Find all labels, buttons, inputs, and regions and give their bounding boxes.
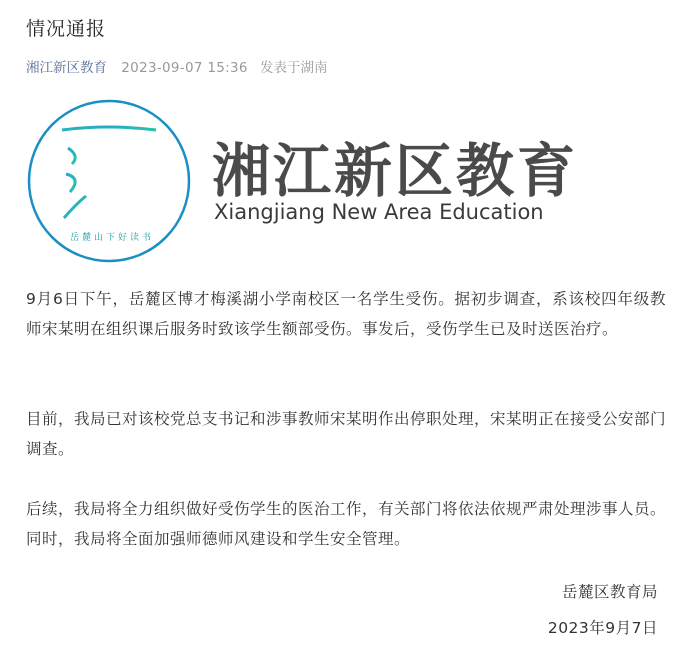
brand-banner-image	[24, 96, 664, 266]
brand-name-en: Xiangjiang New Area Education	[214, 200, 544, 224]
signature-organization: 岳麓区教育局	[561, 583, 658, 601]
brand-name-cn: 湘江新区教育	[212, 137, 579, 205]
signature-date: 2023年9月7日	[547, 619, 658, 637]
publish-location: 发表于湖南	[260, 60, 328, 76]
logo-slogan: 岳麓山下好读书	[70, 233, 155, 243]
account-name-link[interactable]: 湘江新区教育	[26, 60, 107, 76]
body-paragraph: 9月6日下午，岳麓区博才梅溪湖小学南校区一名学生受伤。据初步调查，系该校四年级教师宋某明在组织课后服务时致该学生额部受伤。事发后，受伤学生已及时送医治疗。	[26, 290, 666, 338]
article-title: 情况通报	[26, 18, 107, 40]
body-paragraph: 后续，我局将全力组织做好受伤学生的医治工作，有关部门将依法依规严肃处理涉事人员。同时，我局将全面加强师德师风建设和学生安全管理。	[26, 500, 667, 548]
article-meta	[26, 56, 328, 76]
body-paragraph: 目前，我局已对该校党总支书记和涉事教师宋某明作出停职处理，宋某明正在接受公安部门调查。	[26, 410, 667, 458]
publish-time: 2023-09-07 15:36	[121, 60, 248, 76]
